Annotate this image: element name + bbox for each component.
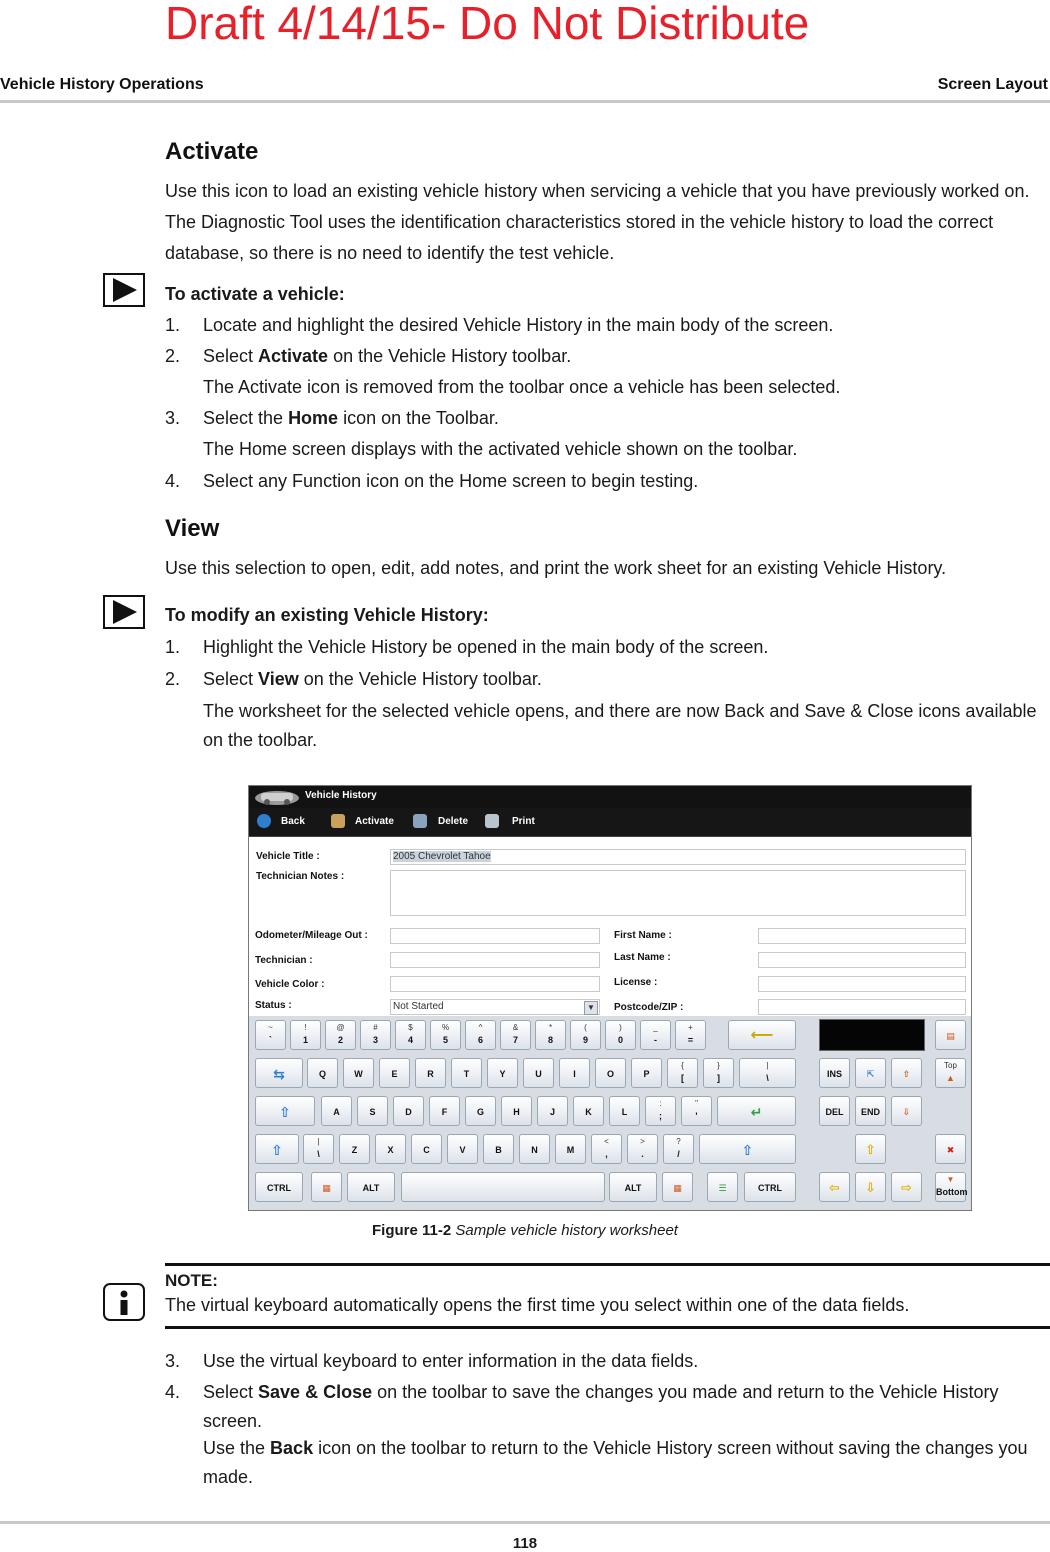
key-w[interactable]: W	[343, 1058, 374, 1088]
back-arrow-icon[interactable]	[257, 814, 271, 828]
key-m[interactable]: M	[555, 1134, 586, 1164]
key-right-bracket[interactable]: } ]	[703, 1058, 734, 1088]
vehicle-color-label: Vehicle Color :	[255, 979, 325, 990]
key-left-bracket[interactable]: { [	[667, 1058, 698, 1088]
toolbar-delete-button[interactable]: Delete	[438, 816, 469, 827]
key-minus[interactable]: _ -	[640, 1020, 671, 1050]
arrow-right-key[interactable]	[891, 1172, 922, 1202]
close-keyboard-icon: ✖	[946, 1145, 955, 1155]
print-printer-icon[interactable]	[485, 814, 499, 828]
activate-paragraph: Use this icon to load an existing vehicle history when servicing a vehicle that you have previously worked on. The Diagnostic Tool uses the identification characteristics stored in the vehicle history to load the correct database, so there is no need to identify the test vehicle.	[165, 181, 1030, 263]
right-alt-key[interactable]: ALT	[609, 1172, 657, 1202]
technician-notes-field[interactable]	[390, 870, 966, 916]
status-select[interactable]: Not Started ▼	[390, 999, 600, 1015]
right-ctrl-key[interactable]: CTRL	[744, 1172, 796, 1202]
window-toolbar	[249, 808, 971, 837]
key-7[interactable]: & 7	[500, 1020, 531, 1050]
ins-key[interactable]: INS	[819, 1058, 850, 1088]
key-5[interactable]: % 5	[430, 1020, 461, 1050]
view-procedure-title: To modify an existing Vehicle History:	[165, 605, 489, 625]
view-step-4-note: Use the Back icon on the toolbar to return to the Vehicle History screen without saving the changes you made.	[203, 1438, 1028, 1487]
key-k[interactable]: K	[573, 1096, 604, 1126]
postcode-label: Postcode/ZIP :	[614, 1002, 684, 1013]
key-period[interactable]: > .	[627, 1134, 658, 1164]
vehicle-color-field[interactable]	[390, 976, 600, 992]
key-3[interactable]: # 3	[360, 1020, 391, 1050]
key-s[interactable]: S	[357, 1096, 388, 1126]
windows-logo-icon: ▦	[322, 1183, 331, 1193]
key-tilde[interactable]: ~ `	[255, 1020, 286, 1050]
draft-watermark: Draft 4/14/15- Do Not Distribute	[165, 0, 810, 49]
arrow-left-key[interactable]	[819, 1172, 850, 1202]
key-comma[interactable]: < ,	[591, 1134, 622, 1164]
car-logo-icon	[253, 788, 301, 806]
arrow-down-icon: ⇩	[865, 1180, 876, 1195]
key-q[interactable]: Q	[307, 1058, 338, 1088]
shift-icon: ⇧	[741, 1142, 754, 1158]
vehicle-history-screenshot	[248, 785, 972, 1211]
key-9[interactable]: ( 9	[570, 1020, 601, 1050]
activate-car-icon[interactable]	[331, 814, 345, 828]
windows-logo-icon: ▦	[673, 1183, 682, 1193]
license-field[interactable]	[758, 976, 966, 992]
footer-rule	[0, 1521, 1050, 1524]
activate-procedure-title: To activate a vehicle:	[165, 284, 345, 304]
caps-lock-key[interactable]	[255, 1096, 315, 1126]
scroll-top-icon: ▲	[946, 1073, 955, 1083]
key-r[interactable]: R	[415, 1058, 446, 1088]
arrow-left-icon: ⇦	[829, 1180, 840, 1195]
right-windows-key[interactable]	[662, 1172, 693, 1202]
vehicle-form	[249, 837, 971, 1014]
key-quote[interactable]: " '	[681, 1096, 712, 1126]
enter-key[interactable]	[717, 1096, 796, 1126]
arrow-up-icon: ⇧	[865, 1142, 876, 1157]
scroll-bottom-icon: ▼	[946, 1175, 955, 1184]
key-backslash[interactable]: | \	[739, 1058, 796, 1088]
key-e[interactable]: E	[379, 1058, 410, 1088]
backspace-arrow-icon: ⟵	[750, 1027, 774, 1044]
activate-step-3-note: The Home screen displays with the activated vehicle shown on the toolbar.	[203, 439, 798, 459]
key-6[interactable]: ^ 6	[465, 1020, 496, 1050]
odometer-label: Odometer/Mileage Out :	[255, 930, 368, 941]
key-l[interactable]: L	[609, 1096, 640, 1126]
window-title: Vehicle History	[305, 790, 377, 801]
key-p[interactable]: P	[631, 1058, 662, 1088]
view-heading: View	[165, 515, 220, 542]
key-x[interactable]: X	[375, 1134, 406, 1164]
view-step-2-note: The worksheet for the selected vehicle opens, and there are now Back and Save & Close icons available on the toolbar.	[203, 701, 1037, 750]
menu-key[interactable]	[707, 1172, 738, 1202]
technician-field[interactable]	[390, 952, 600, 968]
activate-step-2-note: The Activate icon is removed from the toolbar once a vehicle has been selected.	[203, 377, 841, 397]
backspace-key[interactable]	[728, 1020, 796, 1050]
key-slash[interactable]: ? /	[663, 1134, 694, 1164]
top-key[interactable]: Top ▲	[935, 1058, 966, 1088]
end-key[interactable]: END	[855, 1096, 886, 1126]
page-up-icon: ⇧	[902, 1069, 911, 1079]
key-a[interactable]: A	[321, 1096, 352, 1126]
keyboard-display	[819, 1019, 925, 1051]
tab-arrows-icon: ⇆	[273, 1066, 285, 1082]
space-bar[interactable]	[401, 1172, 605, 1202]
toolbar-back-button[interactable]: Back	[281, 816, 305, 827]
arrow-down-key[interactable]	[855, 1172, 886, 1202]
key-u[interactable]: U	[523, 1058, 554, 1088]
status-label: Status :	[255, 1000, 292, 1011]
del-key[interactable]: DEL	[819, 1096, 850, 1126]
toolbar-print-button[interactable]: Print	[512, 816, 535, 827]
keyboard-dock-icon: ▤	[946, 1031, 955, 1041]
left-windows-key[interactable]	[311, 1172, 342, 1202]
shift-icon: ⇧	[271, 1142, 283, 1158]
page-number: 118	[512, 1535, 538, 1552]
key-f[interactable]: F	[429, 1096, 460, 1126]
key-d[interactable]: D	[393, 1096, 424, 1126]
chevron-down-icon[interactable]: ▼	[584, 1001, 598, 1015]
header-section-title: Vehicle History Operations	[0, 76, 204, 93]
postcode-field[interactable]	[758, 999, 966, 1015]
key-j[interactable]: J	[537, 1096, 568, 1126]
left-ctrl-key[interactable]: CTRL	[255, 1172, 303, 1202]
toolbar-activate-button[interactable]: Activate	[355, 816, 394, 827]
page-down-icon: ⇩	[902, 1107, 911, 1117]
key-y[interactable]: Y	[487, 1058, 518, 1088]
page-up-key[interactable]	[891, 1058, 922, 1088]
key-o[interactable]: O	[595, 1058, 626, 1088]
key-h[interactable]: H	[501, 1096, 532, 1126]
tab-key[interactable]	[255, 1058, 303, 1088]
note-text: The virtual keyboard automatically opens the first time you select within one of the data fields.	[165, 1295, 910, 1315]
key-pipe[interactable]: | \	[303, 1134, 334, 1164]
vehicle-title-label: Vehicle Title :	[256, 851, 320, 862]
header-chapter-title: Screen Layout	[937, 76, 1048, 93]
key-0[interactable]: ) 0	[605, 1020, 636, 1050]
note-bottom-rule	[165, 1326, 1050, 1329]
key-n[interactable]: N	[519, 1134, 550, 1164]
first-name-field[interactable]	[758, 928, 966, 944]
figure-caption: Figure 11-2 Sample vehicle history worksheet	[372, 1222, 678, 1239]
key-t[interactable]: T	[451, 1058, 482, 1088]
window-titlebar	[249, 786, 971, 808]
key-8[interactable]: * 8	[535, 1020, 566, 1050]
odometer-field[interactable]	[390, 928, 600, 944]
procedure-arrow-icon	[103, 595, 145, 629]
info-icon	[103, 1283, 145, 1321]
technician-label: Technician :	[255, 955, 313, 966]
key-2[interactable]: @ 2	[325, 1020, 356, 1050]
vehicle-title-field[interactable]: 2005 Chevrolet Tahoe	[390, 849, 966, 865]
close-keyboard-key[interactable]	[935, 1134, 966, 1164]
home-key[interactable]	[855, 1058, 886, 1088]
caps-lock-icon: ⇧	[279, 1104, 291, 1120]
virtual-keyboard	[249, 1016, 971, 1210]
key-4[interactable]: $ 4	[395, 1020, 426, 1050]
header-rule	[0, 100, 1050, 103]
note-top-rule	[165, 1263, 1050, 1266]
last-name-field[interactable]	[758, 952, 966, 968]
last-name-label: Last Name :	[614, 952, 671, 963]
key-c[interactable]: C	[411, 1134, 442, 1164]
key-1[interactable]: ! 1	[290, 1020, 321, 1050]
arrow-up-key[interactable]	[855, 1134, 886, 1164]
menu-list-icon: ☰	[718, 1183, 727, 1193]
activate-heading: Activate	[165, 138, 259, 165]
key-semicolon[interactable]: : ;	[645, 1096, 676, 1126]
left-shift-key[interactable]	[255, 1134, 299, 1164]
home-icon: ⇱	[866, 1069, 875, 1079]
view-paragraph: Use this selection to open, edit, add notes, and print the work sheet for an existing Vehicle History.	[165, 558, 947, 578]
first-name-label: First Name :	[614, 930, 672, 941]
key-equals[interactable]: + =	[675, 1020, 706, 1050]
key-g[interactable]: G	[465, 1096, 496, 1126]
procedure-arrow-icon	[103, 273, 145, 307]
note-title: NOTE:	[165, 1271, 218, 1290]
key-z[interactable]: Z	[339, 1134, 370, 1164]
enter-arrow-icon: ↵	[750, 1104, 763, 1120]
license-label: License :	[614, 977, 658, 988]
key-b[interactable]: B	[483, 1134, 514, 1164]
key-i[interactable]: I	[559, 1058, 590, 1088]
dock-keyboard-key[interactable]	[935, 1020, 966, 1050]
key-v[interactable]: V	[447, 1134, 478, 1164]
left-alt-key[interactable]: ALT	[347, 1172, 395, 1202]
page-down-key[interactable]	[891, 1096, 922, 1126]
bottom-key[interactable]: ▼ Bottom	[935, 1172, 966, 1202]
technician-notes-label: Technician Notes :	[256, 871, 345, 882]
arrow-right-icon: ⇨	[901, 1180, 912, 1195]
right-shift-key[interactable]	[699, 1134, 796, 1164]
delete-trash-icon[interactable]	[413, 814, 427, 828]
